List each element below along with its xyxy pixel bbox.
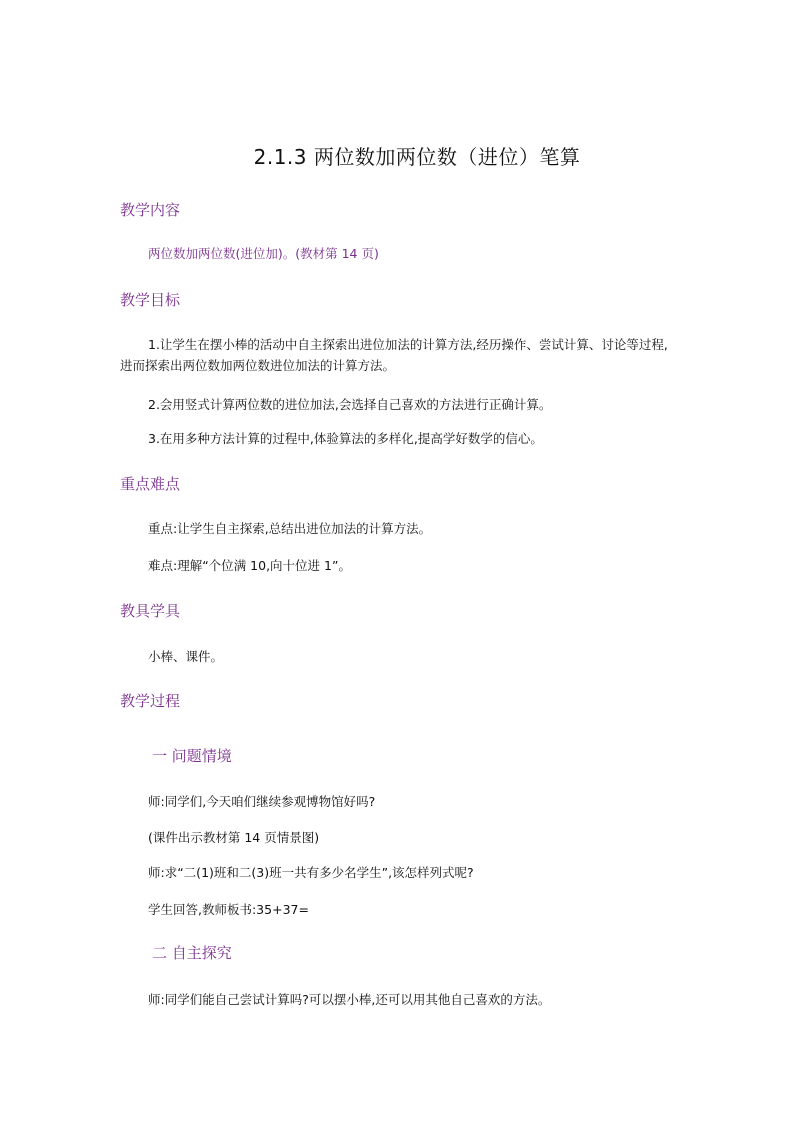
page-title: 2.1.3 两位数加两位数（进位）笔算 <box>253 145 581 169</box>
heading-key-points: 重点难点 <box>120 475 181 493</box>
heading-teaching-goals: 教学目标 <box>120 291 181 309</box>
goal-item-2: 2.会用竖式计算两位数的进位加法,会选择自己喜欢的方法进行正确计算。 <box>148 397 552 412</box>
goal-item-1: 1.让学生在摆小棒的活动中自主探索出进位加法的计算方法,经历操作、尝试计算、讨论等过程,进而探索出两位数加两位数进位加法的计算方法。 <box>120 337 668 373</box>
subheading-problem-situation: 一 问题情境 <box>152 747 232 765</box>
teaching-content-text: 两位数加两位数(进位加)。(教材第 14 页) <box>148 246 379 261</box>
process-line-5: 师:同学们能自己尝试计算吗?可以摆小棒,还可以用其他自己喜欢的方法。 <box>148 992 551 1007</box>
process-line-4: 学生回答,教师板书:35+37= <box>148 902 309 917</box>
process-line-2: (课件出示教材第 14 页情景图) <box>148 830 320 845</box>
heading-teaching-process: 教学过程 <box>120 692 181 710</box>
subheading-independent-exploration: 二 自主探究 <box>152 944 232 962</box>
process-line-3: 师:求“二(1)班和二(3)班一共有多少名学生”,该怎样列式呢? <box>148 865 474 880</box>
goal-item-3: 3.在用多种方法计算的过程中,体验算法的多样化,提高学好数学的信心。 <box>148 431 543 446</box>
teaching-tools-text: 小棒、课件。 <box>148 649 224 664</box>
heading-teaching-content: 教学内容 <box>120 201 181 219</box>
key-point-item-2: 难点:理解“个位满 10,向十位进 1”。 <box>148 558 351 573</box>
process-line-1: 师:同学们,今天咱们继续参观博物馆好吗? <box>148 794 376 809</box>
key-point-item-1: 重点:让学生自主探索,总结出进位加法的计算方法。 <box>148 521 432 536</box>
heading-teaching-tools: 教具学具 <box>120 602 181 620</box>
